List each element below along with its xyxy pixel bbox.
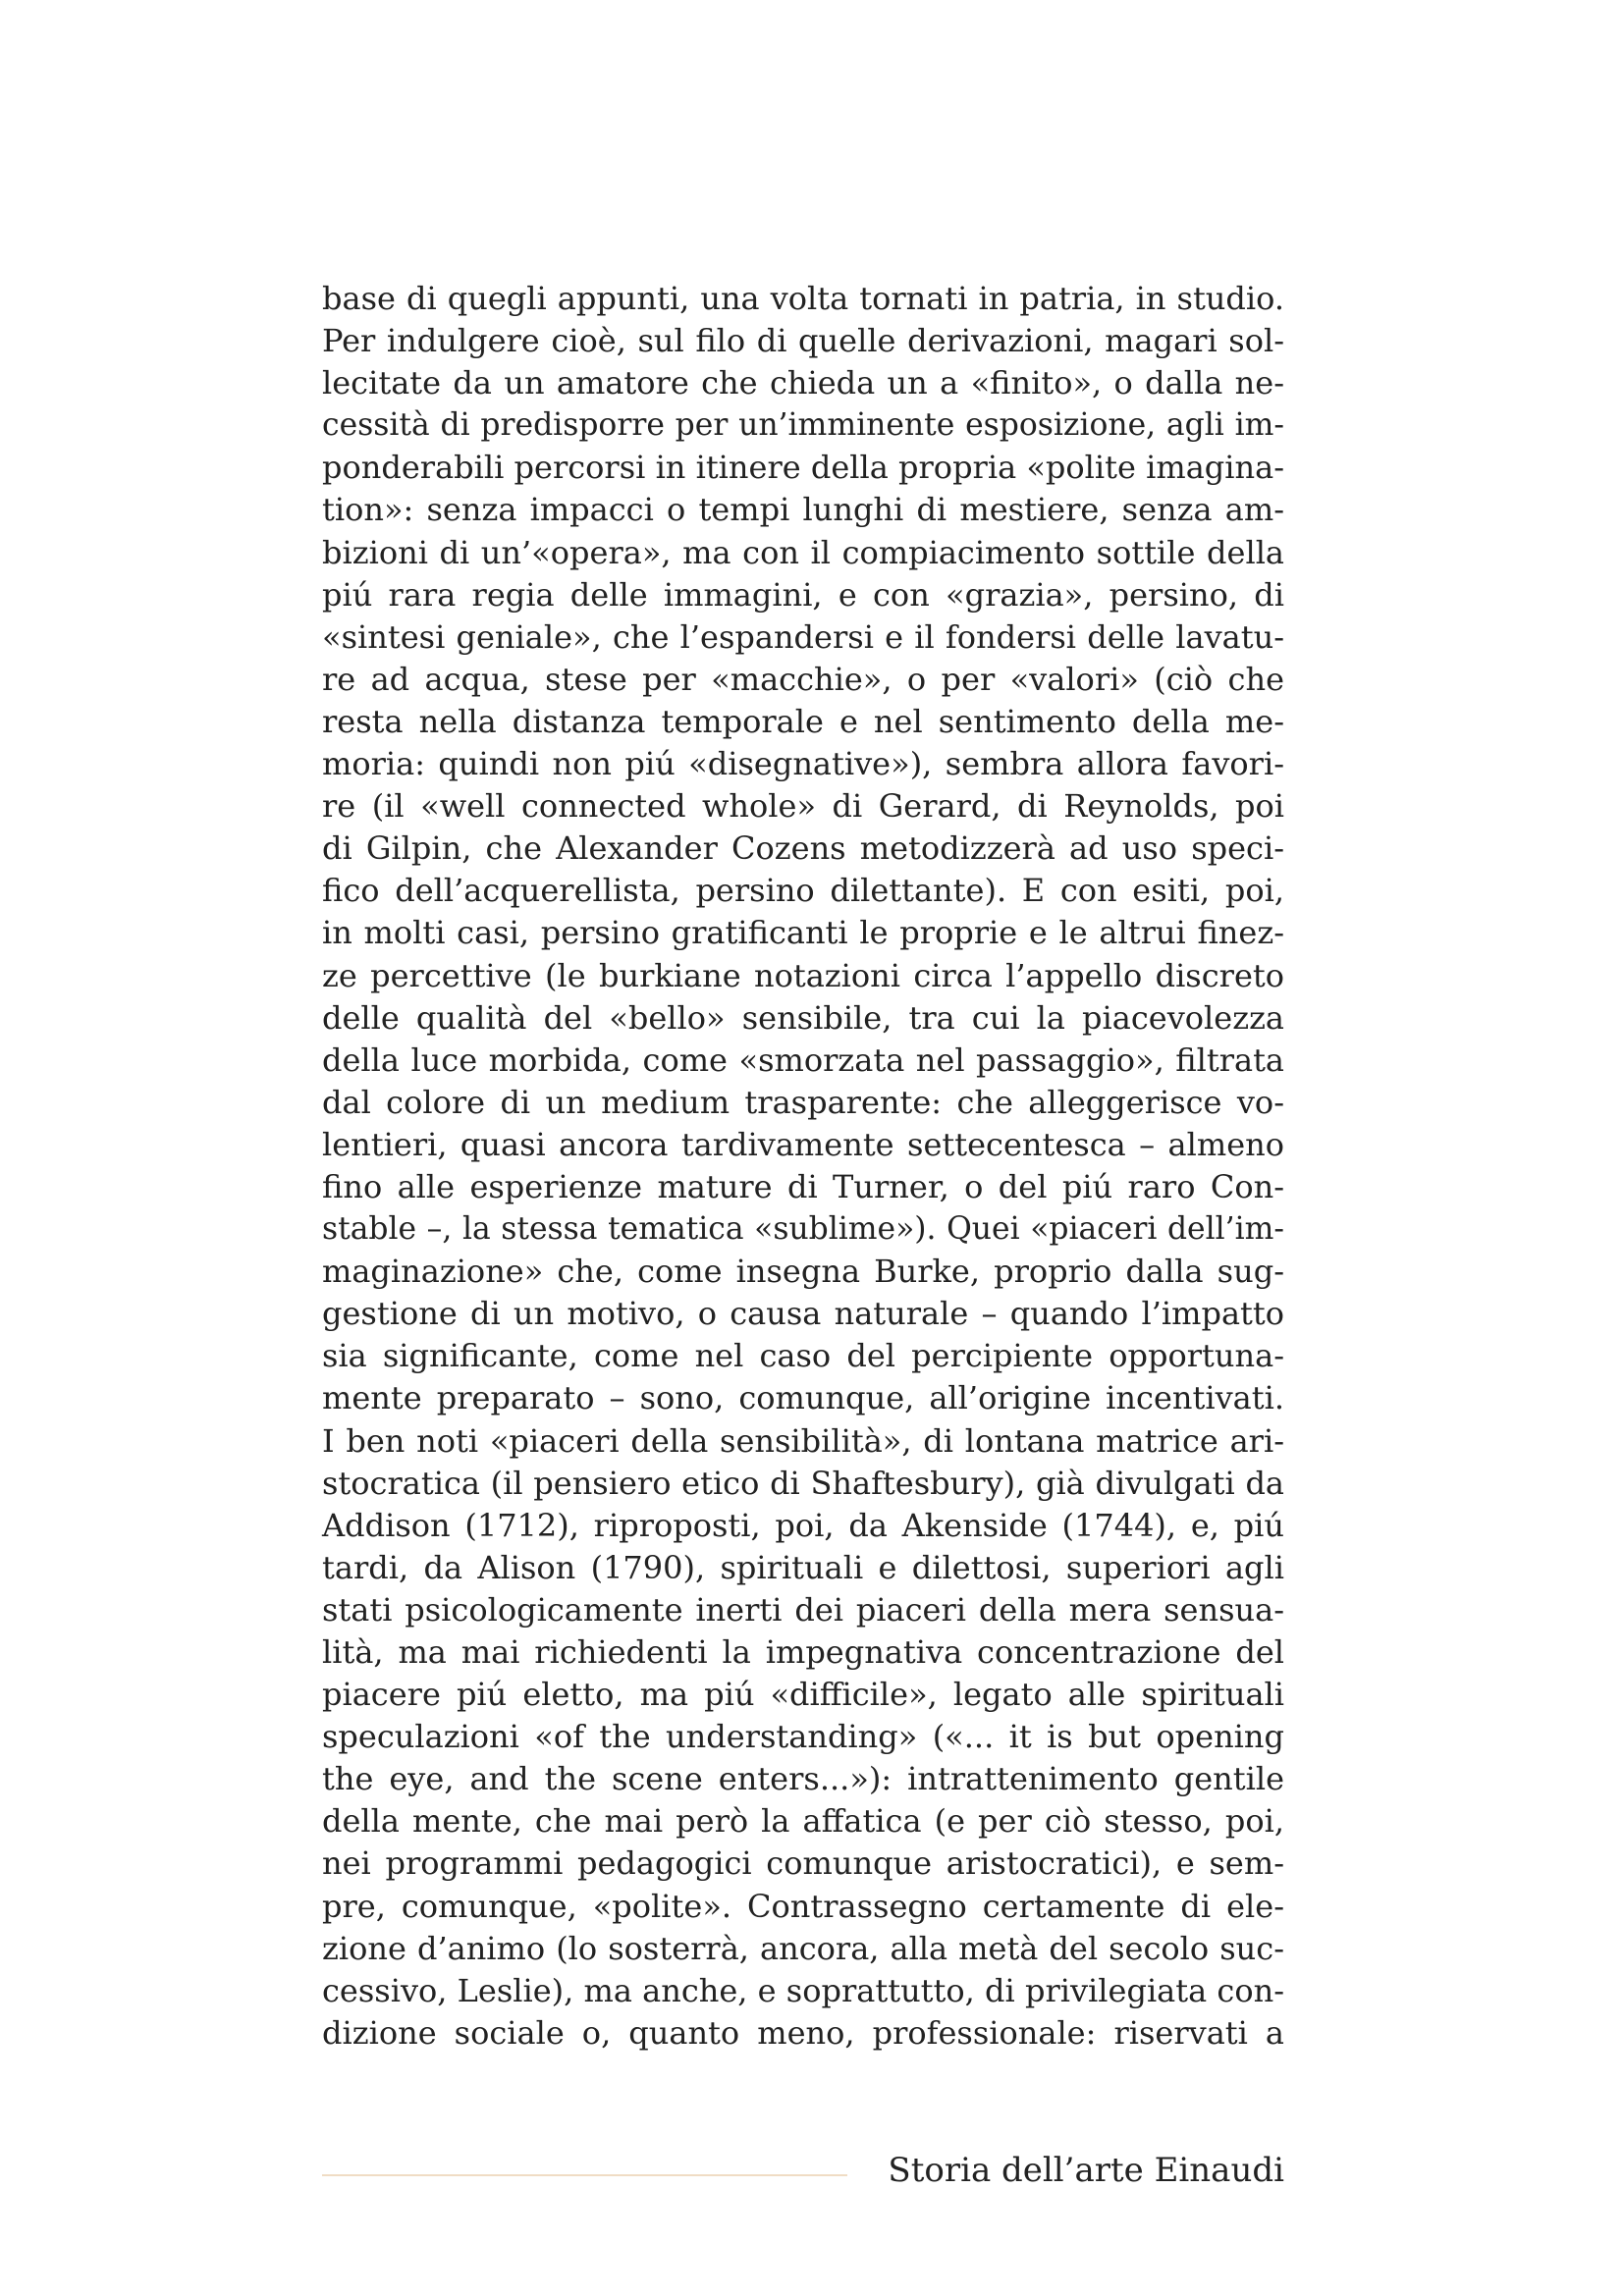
text-line: «sintesi geniale», che l’espandersi e il fondersi delle lavatu- [322, 617, 1284, 656]
text-line: resta nella distanza temporale e nel sentimento della me- [322, 702, 1284, 740]
text-line: gestione di un motivo, o causa naturale – quando l’impatto [322, 1295, 1284, 1333]
footer-divider [322, 2174, 847, 2176]
text-line: re (il «well connected whole» di Gerard, di Reynolds, poi [322, 787, 1284, 826]
text-line: stati psicologicamente inerti dei piaceri della mera sensua- [322, 1590, 1284, 1629]
text-line: ponderabili percorsi in itinere della propria «polite imagina- [322, 449, 1284, 487]
text-line: base di quegli appunti, una volta tornati in patria, in studio. [322, 280, 1284, 317]
text-line: Per indulgere cioè, sul filo di quelle derivazioni, magari sol- [322, 322, 1284, 360]
text-line: stocratica (il pensiero etico di Shaftesbury), già divulgati da [322, 1464, 1284, 1502]
text-line: speculazioni «of the understanding» («... it is but opening [322, 1718, 1284, 1756]
text-line: lentieri, quasi ancora tardivamente settecentesca – almeno [322, 1125, 1284, 1163]
text-line: tardi, da Alison (1790), spirituali e dilettosi, superiori agli [322, 1548, 1284, 1586]
text-line: di Gilpin, che Alexander Cozens metodizzerà ad uso speci- [322, 829, 1284, 868]
text-line: cessivo, Leslie), ma anche, e soprattutto, di privilegiata con- [322, 1971, 1284, 2009]
text-line: cessità di predisporre per un’imminente esposizione, agli im- [322, 407, 1284, 444]
text-line: lecitate da un amatore che chieda un a «finito», o dalla ne- [322, 364, 1284, 402]
body-text [322, 278, 1284, 2055]
text-line: mente preparato – sono, comunque, all’origine incentivati. [322, 1379, 1284, 1417]
text-line: the eye, and the scene enters...»): intrattenimento gentile [322, 1760, 1284, 1798]
text-line: dal colore di un medium trasparente: che alleggerisce vo- [322, 1083, 1284, 1121]
text-line: nei programmi pedagogici comunque aristocratici), e sem- [322, 1844, 1284, 1883]
footer-series-title: Storia dell’arte Einaudi [888, 2151, 1284, 2190]
text-line: in molti casi, persino gratificanti le proprie e le altrui finez- [322, 914, 1284, 952]
text-line: della luce morbida, come «smorzata nel passaggio», filtrata [322, 1041, 1284, 1079]
text-line: bizioni di un’«opera», ma con il compiacimento sottile della [322, 533, 1284, 571]
text-line: re ad acqua, stese per «macchie», o per «valori» (ciò che [322, 660, 1284, 698]
text-line: lità, ma mai richiedenti la impegnativa concentrazione del [322, 1633, 1284, 1671]
text-line: I ben noti «piaceri della sensibilità», di lontana matrice ari- [322, 1421, 1284, 1460]
text-line: piú rara regia delle immagini, e con «grazia», persino, di [322, 575, 1284, 614]
text-line: dizione sociale o, quanto meno, professionale: riservati a [322, 2013, 1284, 2052]
text-line: sia significante, come nel caso del percipiente opportuna- [322, 1337, 1284, 1375]
text-line: ze percettive (le burkiane notazioni circa l’appello discreto [322, 956, 1284, 994]
text-line: fico dell’acquerellista, persino dilettante). E con esiti, poi, [322, 872, 1284, 910]
text-line: piacere piú eletto, ma piú «difficile», legato alle spirituali [322, 1676, 1284, 1714]
text-line: moria: quindi non piú «disegnative»), sembra allora favori- [322, 745, 1284, 783]
text-line: delle qualità del «bello» sensibile, tra cui la piacevolezza [322, 998, 1284, 1037]
text-line: Addison (1712), riproposti, poi, da Akenside (1744), e, piú [322, 1506, 1284, 1544]
text-line: maginazione» che, come insegna Burke, proprio dalla sug- [322, 1253, 1284, 1291]
text-line: stable –, la stessa tematica «sublime»). Quei «piaceri dell’im- [322, 1211, 1284, 1248]
text-line: zione d’animo (lo sosterrà, ancora, alla metà del secolo suc- [322, 1929, 1284, 1967]
text-line: pre, comunque, «polite». Contrassegno certamente di ele- [322, 1887, 1284, 1925]
text-line: fino alle esperienze mature di Turner, o del piú raro Con- [322, 1167, 1284, 1205]
text-line: tion»: senza impacci o tempi lunghi di mestiere, senza am- [322, 491, 1284, 529]
text-line: della mente, che mai però la affatica (e per ciò stesso, poi, [322, 1802, 1284, 1841]
